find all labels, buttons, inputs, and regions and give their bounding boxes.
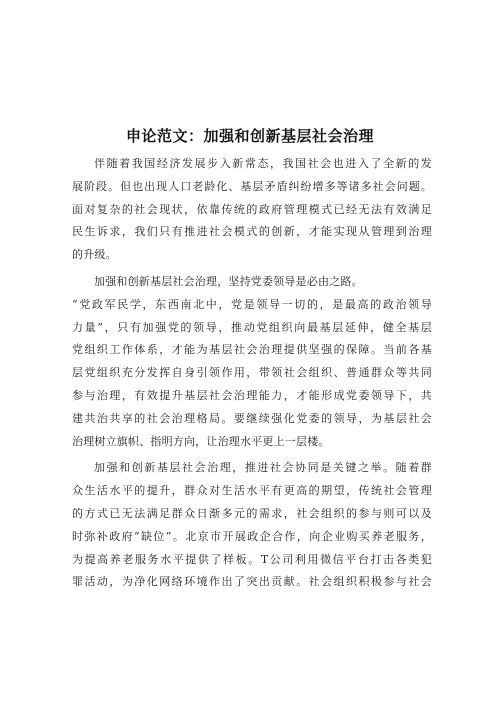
text-line: 层党组织充分发挥自身引领作用，带领社会组织、普通群众等共同 xyxy=(72,366,432,380)
text-line: 民生诉求，我们只有推进社会模式的创新，才能实现从管理到治理 xyxy=(72,225,432,239)
text-line: 建共治共享的社会治理格局。要继续强化党委的领导，为基层社会 xyxy=(72,411,432,425)
text-line: 展阶段。但也出现人口老龄化、基层矛盾纠纷增多等诸多社会问题。 xyxy=(72,179,432,193)
text-line: 参与治理，有效提升基层社会治理能力，才能形成党委领导下，共 xyxy=(72,388,432,402)
text-line: 时弥补政府“缺位”。北京市开展政企合作，向企业购买养老服务， xyxy=(72,529,432,543)
text-line: “党政军民学，东西南北中，党是领导一切的，是最高的政治领导 xyxy=(72,297,432,311)
text-line: 面对复杂的社会现状，依靠传统的政府管理模式已经无法有效满足 xyxy=(72,202,432,216)
text-line: 党组织工作体系，才能为基层社会治理提供坚强的保障。当前各基 xyxy=(72,343,432,357)
paragraph-2 xyxy=(72,271,432,453)
text-line: 加强和创新基层社会治理，推进社会协同是关键之举。随着群 xyxy=(94,461,432,475)
document-title: 申论范文：加强和创新基层社会治理 xyxy=(125,127,374,145)
document-body xyxy=(72,153,432,598)
text-line: 为提高养老服务水平提供了样板。T公司利用微信平台打击各类犯 xyxy=(72,552,432,566)
text-line: 力量”，只有加强党的领导，推动党组织向最基层延伸，健全基层 xyxy=(72,320,432,334)
text-line: 众生活水平的提升，群众对生活水平有更高的期望，传统社会管理 xyxy=(72,484,432,498)
text-line: 伴随着我国经济发展步入新常态，我国社会也进入了全新的发 xyxy=(94,157,432,170)
text-line: 的升级。 xyxy=(72,248,117,262)
paragraph-1 xyxy=(72,153,432,267)
text-line: 罪活动，为净化网络环境作出了突出贡献。社会组织积极参与社会 xyxy=(72,575,432,589)
text-line: 加强和创新基层社会治理，坚持党委领导是必由之路。 xyxy=(94,274,363,288)
text-line: 治理树立旗帜、指明方向，让治理水平更上一层楼。 xyxy=(72,434,330,448)
text-line: 的方式已无法满足群众日渐多元的需求，社会组织的参与则可以及 xyxy=(72,506,432,520)
paragraph-3 xyxy=(72,457,432,594)
